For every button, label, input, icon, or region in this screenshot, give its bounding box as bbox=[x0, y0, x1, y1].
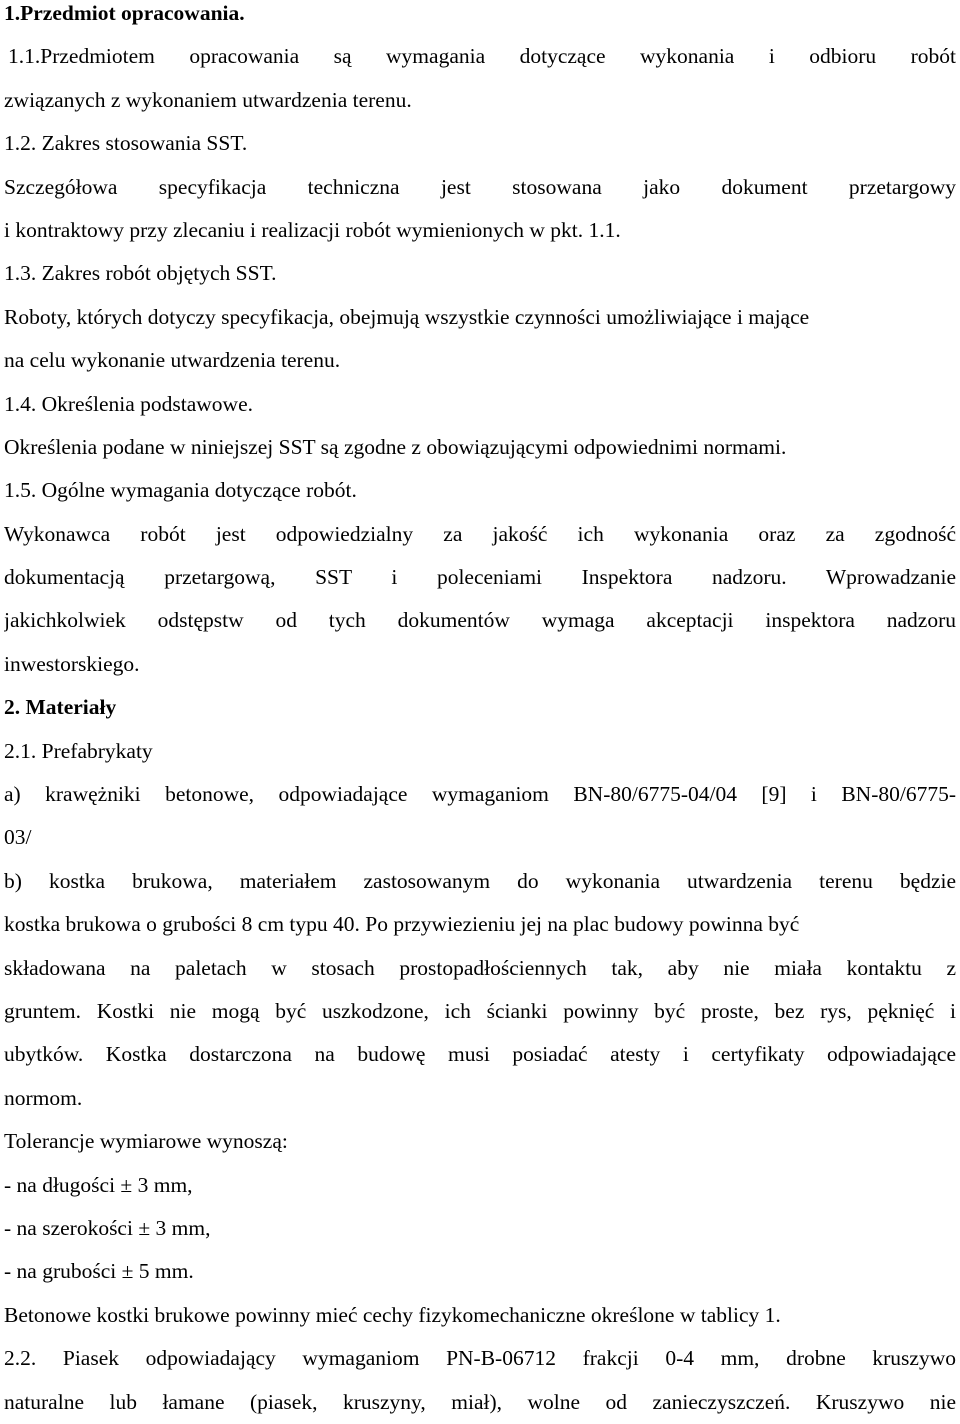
paragraph-line: Określenia podane w niniejszej SST są zgodne z obowiązującymi odpowiednimi normami. bbox=[4, 434, 787, 459]
tolerance-item: - na długości ± 3 mm, bbox=[4, 1172, 193, 1197]
paragraph-line: 1.1.Przedmiotem opracowania są wymagania dotyczące wykonania i odbioru robót bbox=[8, 44, 956, 69]
paragraph-line: gruntem. Kostki nie mogą być uszkodzone, ich ścianki powinny być proste, bez rys, pęknięć i bbox=[4, 998, 956, 1023]
section-heading: 2. Materiały bbox=[4, 695, 117, 720]
paragraph-line: składowana na paletach w stosach prostopadłościennych tak, aby nie miała kontaktu z bbox=[4, 955, 956, 980]
list-item: a) krawężniki betonowe, odpowiadające wymaganiom BN-80/6775-04/04 [9] i BN-80/6775- bbox=[4, 782, 956, 807]
list-item: b) kostka brukowa, materiałem zastosowanym do wykonania utwardzenia terenu będzie bbox=[4, 868, 956, 893]
section-heading: 1.Przedmiot opracowania. bbox=[4, 1, 245, 25]
paragraph-line: naturalne lub łamane (piasek, kruszyny, miał), wolne od zanieczyszczeń. Kruszywo nie bbox=[4, 1389, 956, 1414]
paragraph-line: ubytków. Kostka dostarczona na budowę musi posiadać atesty i certyfikaty odpowiadające bbox=[4, 1042, 956, 1067]
subsection-heading: 1.5. Ogólne wymagania dotyczące robót. bbox=[4, 478, 357, 503]
paragraph-line: i kontraktowy przy zlecaniu i realizacji robót wymienionych w pkt. 1.1. bbox=[4, 217, 621, 242]
paragraph-line: Wykonawca robót jest odpowiedzialny za jakość ich wykonania oraz za zgodność bbox=[4, 521, 956, 546]
paragraph-line: na celu wykonanie utwardzenia terenu. bbox=[4, 348, 341, 373]
paragraph-line: jakichkolwiek odstępstw od tych dokumentów wymaga akceptacji inspektora nadzoru bbox=[4, 608, 956, 633]
paragraph-line: związanych z wykonaniem utwardzenia terenu. bbox=[4, 87, 412, 112]
paragraph-line: 2.2. Piasek odpowiadający wymaganiom PN-B-06712 frakcji 0-4 mm, drobne kruszywo bbox=[4, 1346, 956, 1371]
paragraph-line: kostka brukowa o grubości 8 cm typu 40. Po przywiezieniu jej na plac budowy powinna być bbox=[4, 912, 800, 937]
paragraph-line: Szczegółowa specyfikacja techniczna jest stosowana jako dokument przetargowy bbox=[4, 174, 956, 199]
document-page bbox=[4, 0, 956, 1424]
subsection-heading: 1.4. Określenia podstawowe. bbox=[4, 391, 253, 416]
subsection-heading: 1.2. Zakres stosowania SST. bbox=[4, 131, 248, 156]
subsection-heading: 2.1. Prefabrykaty bbox=[4, 738, 153, 763]
paragraph-line: normom. bbox=[4, 1085, 83, 1110]
paragraph-line: Tolerancje wymiarowe wynoszą: bbox=[4, 1129, 288, 1154]
subsection-heading: 1.3. Zakres robót objętych SST. bbox=[4, 261, 277, 286]
paragraph-line: Betonowe kostki brukowe powinny mieć cechy fizykomechaniczne określone w tablicy 1. bbox=[4, 1302, 781, 1327]
tolerance-item: - na szerokości ± 3 mm, bbox=[4, 1215, 211, 1240]
paragraph-line: inwestorskiego. bbox=[4, 651, 140, 676]
paragraph-line: 03/ bbox=[4, 825, 32, 850]
paragraph-line: Roboty, których dotyczy specyfikacja, obejmują wszystkie czynności umożliwiające i mające bbox=[4, 304, 810, 329]
tolerance-item: - na grubości ± 5 mm. bbox=[4, 1259, 194, 1284]
paragraph-line: dokumentacją przetargową, SST i poleceniami Inspektora nadzoru. Wprowadzanie bbox=[4, 565, 956, 590]
